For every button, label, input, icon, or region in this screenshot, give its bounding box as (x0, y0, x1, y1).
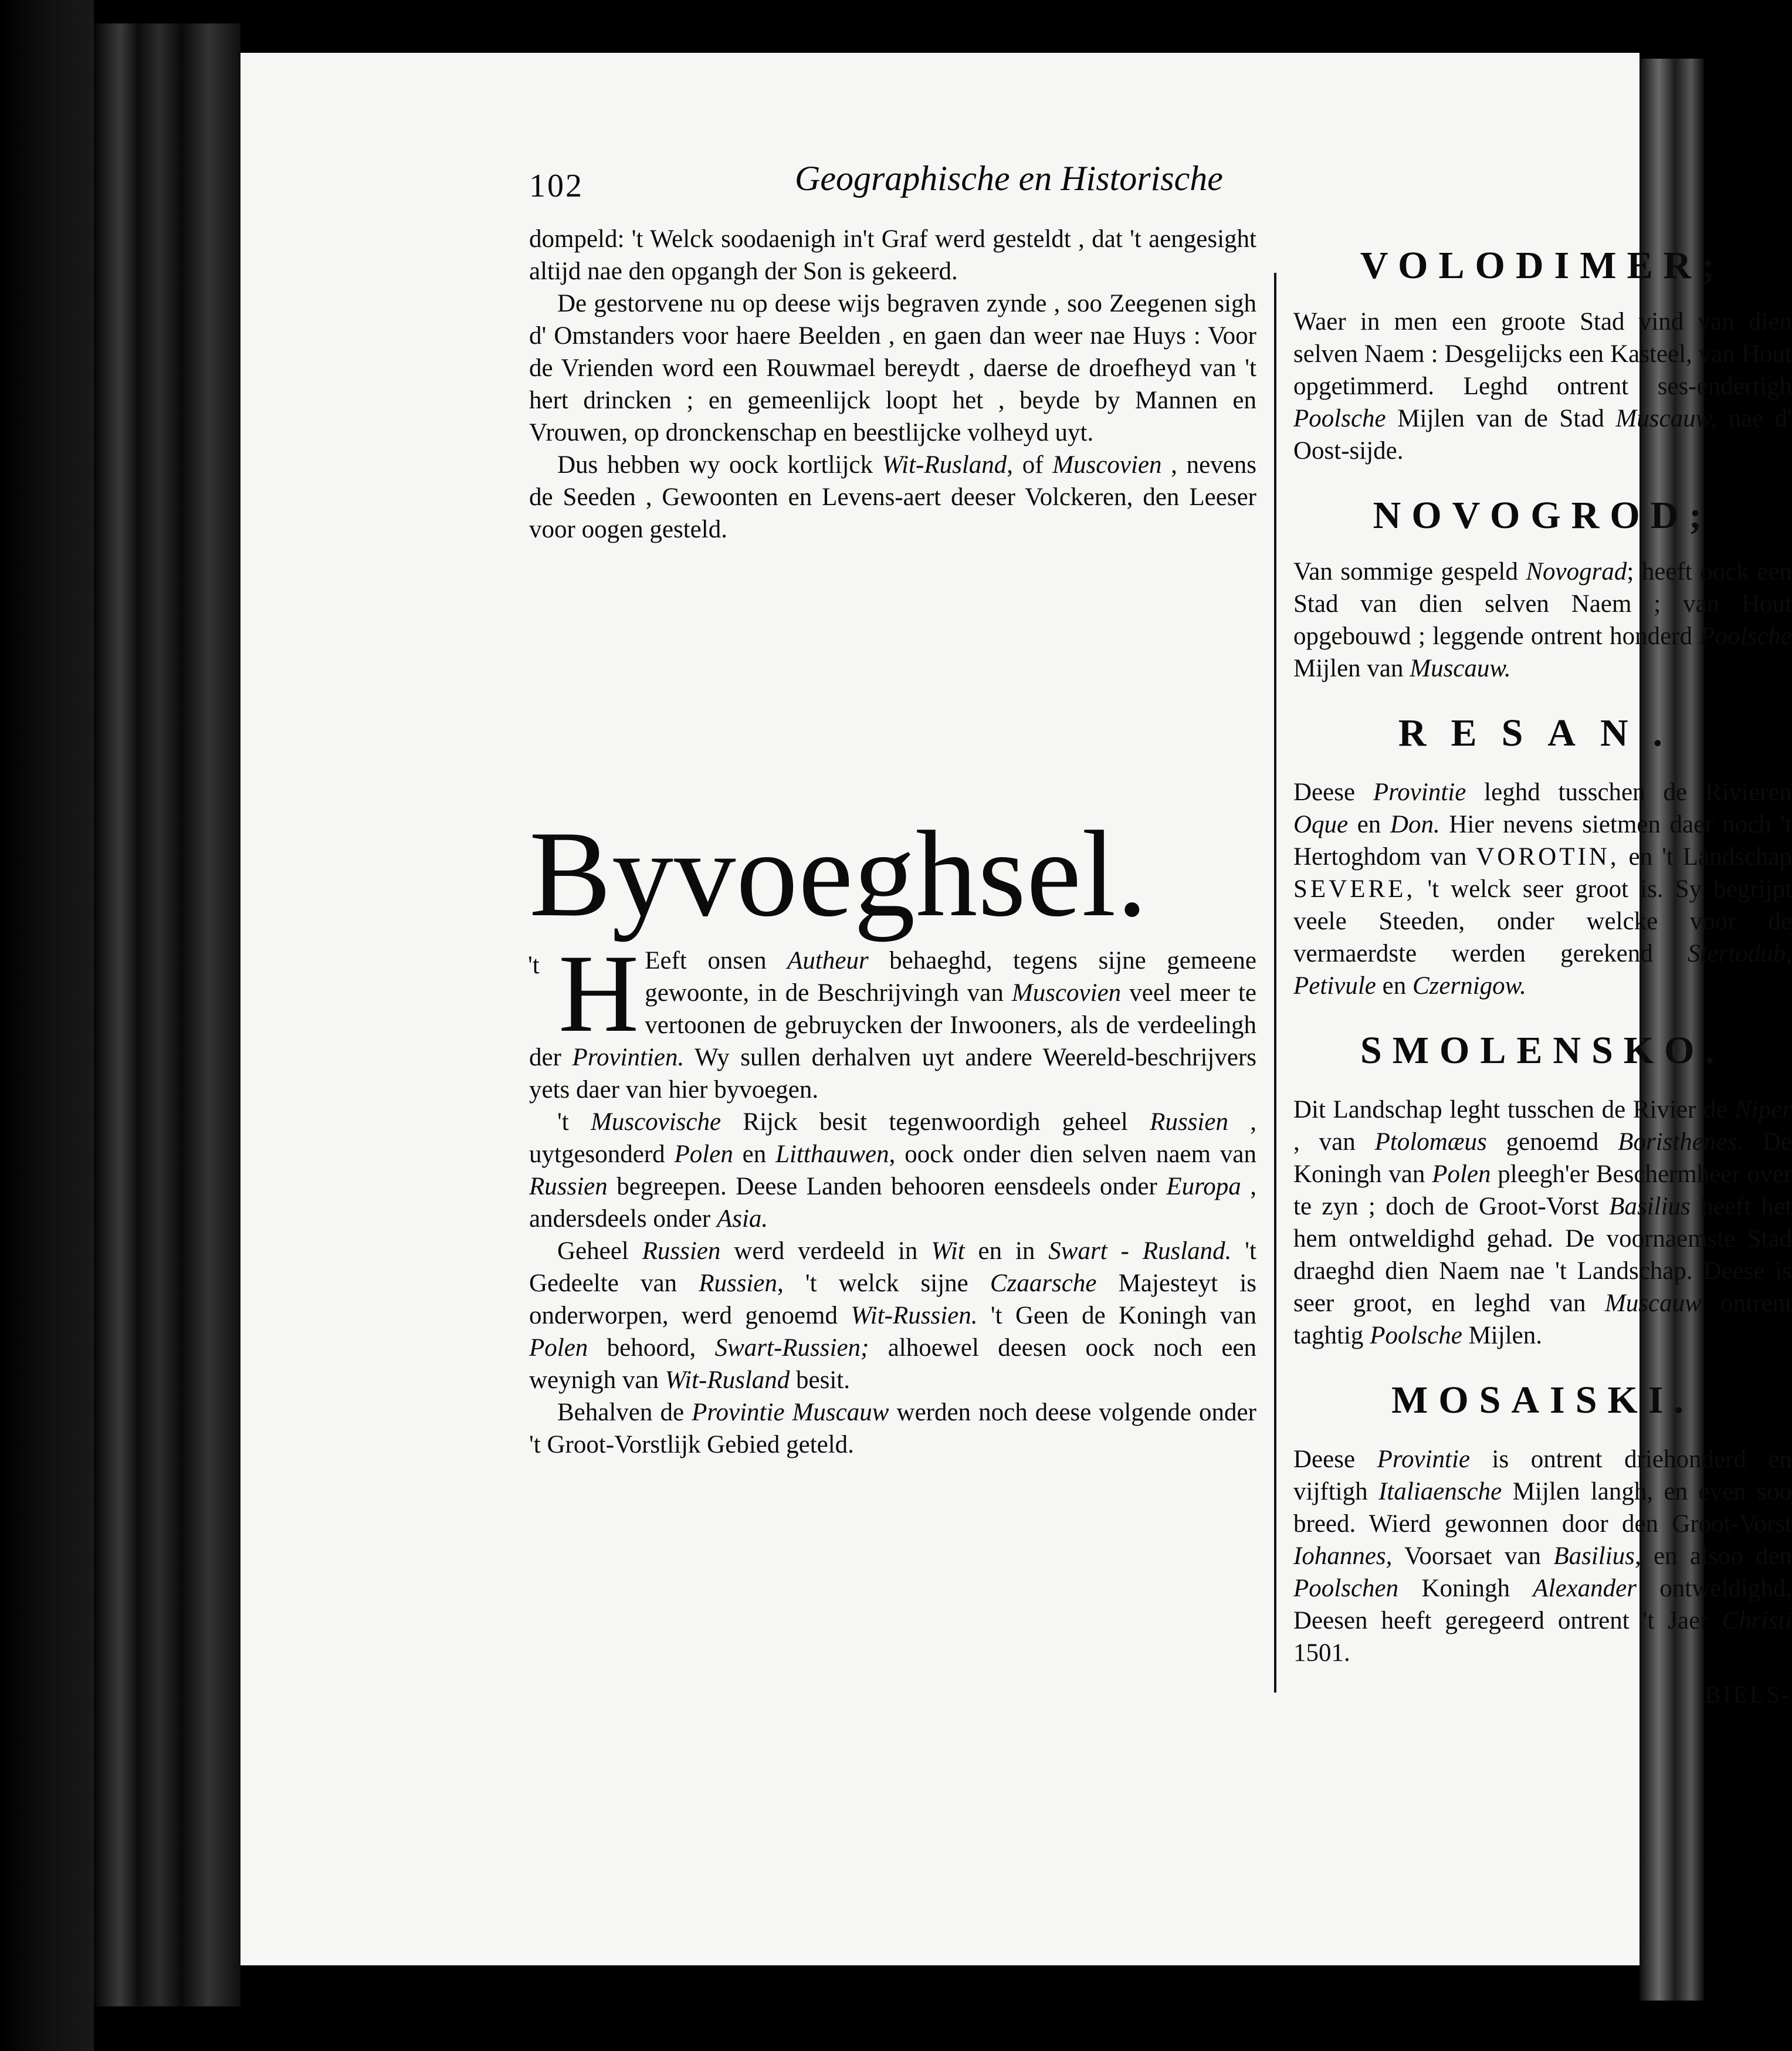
left-column (529, 223, 1256, 546)
page-number: 102 (529, 168, 584, 204)
paragraph-volodimer: Waer in men een groote Stad vind van dien selven Naem : Desgelijcks een Kasteel, van Hout opgetimmerd. Leghd ontrent ses-endertigh Poolsche Mijlen van de Stad Muscauw, nae d' Oost-sijde. (1293, 308, 1792, 465)
drop-cap-h: H (558, 932, 639, 1055)
heading-volodimer: VOLODIMER; (1360, 244, 1726, 287)
section-title-byvoeghsel: Byvoeghsel. (529, 806, 1149, 942)
paragraph-appendix-intro: 't H Eeft onsen Autheur behaeghd, tegens sijne gemeene gewoonte, in de Beschrijvingh van Muscovien veel meer te vertoonen de gebruycken der Inwooners, als de verdeelingh der Provintien. Wy sullen derhalven uyt andere Weereld-beschrijvers yets daer van hier byvoegen. (528, 932, 1257, 1104)
paragraph-summary: Dus hebben wy oock kortlijck Wit-Rusland, of Muscovien , nevens de Seeden , Gewoonten en Levens-aert deeser Volckeren, den Leeser voor oogen gesteld. (529, 451, 1257, 543)
running-title: Geographische en Historische (795, 159, 1223, 198)
paragraph-provinces-intro: Behalven de Provintie Muscauw werden noch deese volgende onder 't Groot-Vorstlijk Gebied geteld. (529, 1399, 1256, 1458)
paragraph-division: Geheel Russien werd verdeeld in Wit en in Swart - Rusland. 't Gedeelte van Russien, 't welck sijne Czaarsche Majesteyt is onderworpen, werd genoemd Wit-Russien. 't Geen de Koningh van Polen behoord, Swart-Russien; alhoewel deesen oock noch een weynigh van Wit-Rusland besit. (529, 1237, 1257, 1394)
paragraph-smolensko: Dit Landschap leght tusschen de Rivier de Niper , van Ptolomæus genoemd Boristhenes. De Koningh van Polen pleegh'er Beschermheer over te zyn ; doch de Groot-Vorst Basilius heeft het hem ontweldighd gehad. De voornaemste Stad draeghd dien Naem nae 't Landschap. Deese is seer groot, en leghd van Muscauw ontrent taghtig Poolsche Mijlen. (1293, 1096, 1792, 1349)
paragraph-novogrod: Van sommige gespeld Novograd; heeft oock een Stad van dien selven Naem ; van Hout opgebouwd ; leggende ontrent honderd Poolsche Mijlen van Muscauw. (1293, 558, 1792, 682)
page-gutter-edges (94, 23, 240, 2006)
paragraph-mourning: De gestorvene nu op deese wijs begraven zynde , soo Zeegenen sigh d' Omstanders voor haere Beelden , en gaen dan weer nae Huys : Voor de Vrienden word een Rouwmael bereydt , daerse de droefheyd van 't hert drincken ; en gemeenlijck loopt het , beyde by Mannen en Vrouwen, op dronckenschap en beestlijcke volheyd uyt. (529, 290, 1256, 446)
book-page (240, 53, 1792, 1965)
paragraph-burial: dompeld: 't Welck soodaenigh in't Graf werd gesteldt , dat 't aengesight altijd nae den opgangh der Son is gekeerd. (529, 225, 1256, 285)
book-spine-shadow (0, 0, 94, 2051)
paragraph-empire: 't Muscovische Rijck besit tegenwoordigh geheel Russien , uytgesonderd Polen en Litthauwen, oock onder dien selven naem van Russien begreepen. Deese Landen behooren eensdeels onder Europa , andersdeels onder Asia. (529, 1108, 1257, 1233)
heading-mosaiski: MOSAISKI. (1391, 1379, 1694, 1422)
paragraph-resan: Deese Provintie leghd tusschen de Rivieren Oque en Don. Hier nevens sietmen daer noch 't Hertoghdom van VOROTIN, en 't Landschap SEVERE, 't welck seer groot is. Sy begrijpt veele Steeden, onder welcke voor de vermaerdste werden gerekend Stertodub, Petivule en Czernigow. (1293, 779, 1792, 1000)
catchword: BIELS- (1705, 1681, 1792, 1708)
right-column (1293, 243, 1792, 1708)
heading-novogrod: NOVOGROD; (1373, 494, 1713, 537)
left-column-appendix (528, 932, 1257, 1461)
heading-smolensko: SMOLENSKO. (1360, 1029, 1725, 1072)
apostrophe-t: 't (528, 952, 540, 979)
column-divider (1274, 273, 1276, 1693)
paragraph-mosaiski: Deese Provintie is ontrent driehonderd en vijftigh Italiaensche Mijlen langh, en even soo breed. Wierd gewonnen door den Groot-Vorst Iohannes, Voorsaet van Basilius, en alsoo den Poolschen Koningh Alexander ontweldighd. Deesen heeft geregeerd ontrent 't Jaer Christi 1501. (1293, 1446, 1792, 1667)
heading-resan: RESAN. (1398, 712, 1688, 754)
